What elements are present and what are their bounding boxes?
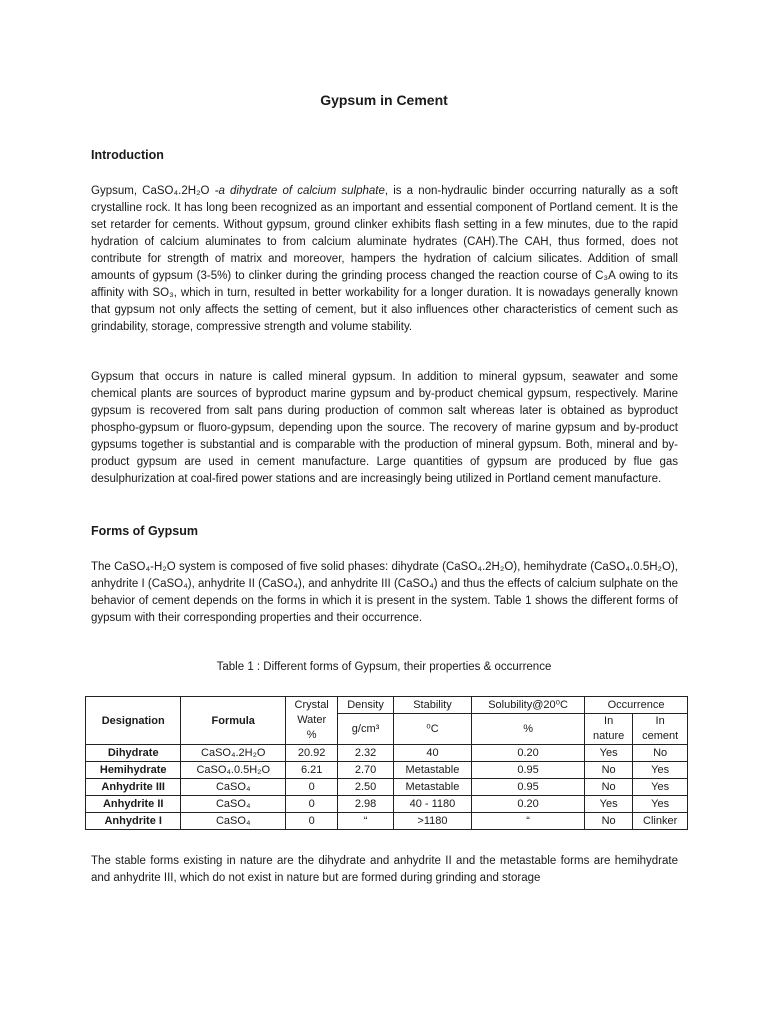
- cell-density: 2.50: [338, 779, 394, 796]
- cell-in-nature: No: [585, 813, 633, 830]
- cell-water: 0: [286, 796, 338, 813]
- cell-in-cement: Yes: [633, 796, 688, 813]
- cell-density: 2.98: [338, 796, 394, 813]
- cell-solubility: 0.95: [472, 779, 585, 796]
- cell-formula: CaSO₄.0.5H₂O: [181, 762, 286, 779]
- section-heading-forms: Forms of Gypsum: [91, 524, 198, 538]
- page-title: Gypsum in Cement: [320, 92, 448, 108]
- header-in-nature-line1: In: [604, 715, 614, 727]
- cell-solubility: 0.95: [472, 762, 585, 779]
- header-crystal-water-line3: %: [306, 729, 317, 741]
- italic-definition: -a dihydrate of calcium sulphate: [214, 185, 385, 197]
- table-body: [86, 745, 688, 830]
- intro-paragraph-1: Gypsum, CaSO₄.2H₂O -a dihydrate of calcium sulphate, is a non-hydraulic binder occurring naturally as a soft crystalline rock. It has long been recognized as an important and essential component of Portland cement. It is the set retarder for cements. Without gypsum, ground clinker exhibits flash setting in a few minutes, due to the rapid hydration of calcium aluminates to from calcium aluminate hydrates (CAH).The CAH, thus formed, does not contribute for strength of matrix and moreover, hampers the hydration of calcium silicates. Addition of small amounts of gypsum (3-5%) to clinker during the grinding process changed the reaction course of C₃A owing to its affinity with SO₃, which in turn, resulted in better workability for a longer duration. It is nowadays generally known that gypsum not only affects the setting of cement, but it also influences other characteristics of cement such as grindability, storage, compressive strength and volume stability.: [91, 185, 678, 333]
- cell-stability: Metastable: [393, 762, 471, 779]
- table-row: [86, 813, 688, 830]
- cell-water: 0: [286, 779, 338, 796]
- cell-stability: 40 - 1180: [393, 796, 471, 813]
- header-in-cement-line2: cement: [642, 730, 679, 742]
- cell-water: 6.21: [286, 762, 338, 779]
- header-density: Density: [338, 697, 394, 714]
- cell-solubility: 0.20: [472, 796, 585, 813]
- cell-solubility: “: [472, 813, 585, 830]
- cell-in-cement: Clinker: [633, 813, 688, 830]
- table-row: [86, 779, 688, 796]
- cell-in-nature: No: [585, 762, 633, 779]
- cell-in-cement: No: [633, 745, 688, 762]
- cell-density: 2.32: [338, 745, 394, 762]
- cell-stability: >1180: [393, 813, 471, 830]
- closing-paragraph: The stable forms existing in nature are the dihydrate and anhydrite II and the metastable forms are hemihydrate and anhydrite III, which do not exist in nature but are formed during grinding and storage: [91, 855, 678, 884]
- table-caption: Table 1 : Different forms of Gypsum, their properties & occurrence: [216, 661, 552, 673]
- cell-in-cement: Yes: [633, 779, 688, 796]
- header-crystal-water: [286, 697, 338, 745]
- cell-designation: Anhydrite II: [86, 796, 181, 813]
- cell-solubility: 0.20: [472, 745, 585, 762]
- cell-designation: Hemihydrate: [86, 762, 181, 779]
- section-heading-introduction: Introduction: [91, 148, 164, 162]
- table-row: [86, 762, 688, 779]
- cell-stability: Metastable: [393, 779, 471, 796]
- cell-density: “: [338, 813, 394, 830]
- header-stability: Stability: [393, 697, 471, 714]
- cell-in-nature: Yes: [585, 745, 633, 762]
- cell-formula: CaSO₄.2H₂O: [181, 745, 286, 762]
- header-occurrence: Occurrence: [585, 697, 688, 714]
- header-density-unit: g/cm³: [338, 714, 394, 745]
- header-solubility: Solubility@20⁰C: [472, 697, 585, 714]
- header-solubility-unit: %: [472, 714, 585, 745]
- cell-designation: Dihydrate: [86, 745, 181, 762]
- cell-designation: Anhydrite III: [86, 779, 181, 796]
- table-row: [86, 796, 688, 813]
- header-crystal-water-line1: Crystal: [294, 699, 329, 711]
- cell-water: 0: [286, 813, 338, 830]
- cell-formula: CaSO₄: [181, 779, 286, 796]
- header-stability-unit: ⁰C: [393, 714, 471, 745]
- header-crystal-water-line2: Water: [297, 714, 327, 726]
- cell-formula: CaSO₄: [181, 813, 286, 830]
- cell-in-cement: Yes: [633, 762, 688, 779]
- cell-in-nature: No: [585, 779, 633, 796]
- cell-in-nature: Yes: [585, 796, 633, 813]
- header-in-cement: [633, 714, 688, 745]
- cell-stability: 40: [393, 745, 471, 762]
- cell-formula: CaSO₄: [181, 796, 286, 813]
- header-in-nature-line2: nature: [593, 730, 625, 742]
- cell-designation: Anhydrite I: [86, 813, 181, 830]
- cell-water: 20.92: [286, 745, 338, 762]
- header-formula: Formula: [181, 697, 286, 745]
- header-designation: Designation: [86, 697, 181, 745]
- table-row: [86, 745, 688, 762]
- header-in-nature: [585, 714, 633, 745]
- forms-paragraph-1: The CaSO₄-H₂O system is composed of five solid phases: dihydrate (CaSO₄.2H₂O), hemihydrate (CaSO₄.0.5H₂O), anhydrite I (CaSO₄), anhydrite II (CaSO₄), and anhydrite III (CaSO₄) and thus the effects of calcium sulphate on the behavior of cement depends on the forms in which it is present in the system. Table 1 shows the different forms of gypsum with their corresponding properties and their occurrence.: [91, 561, 678, 624]
- gypsum-forms-table: [85, 696, 688, 830]
- header-in-cement-line1: In: [655, 715, 665, 727]
- cell-density: 2.70: [338, 762, 394, 779]
- intro-paragraph-2: Gypsum that occurs in nature is called mineral gypsum. In addition to mineral gypsum, seawater and some chemical plants are sources of byproduct marine gypsum and by-product chemical gypsum, respectively. Marine gypsum is recovered from salt pans during production of common salt whereas later is obtained as byproduct phospho-gypsum or fluoro-gypsum, depending upon the source. The recovery of marine gypsum and by-product gypsums together is substantial and is comparable with the production of mineral gypsum. Both, mineral and by-product gypsum are used in cement manufacture. Large quantities of gypsum are produced by flue gas desulphurization at coal-fired power stations and are increasingly being utilized in Portland cement manufacture.: [91, 371, 678, 485]
